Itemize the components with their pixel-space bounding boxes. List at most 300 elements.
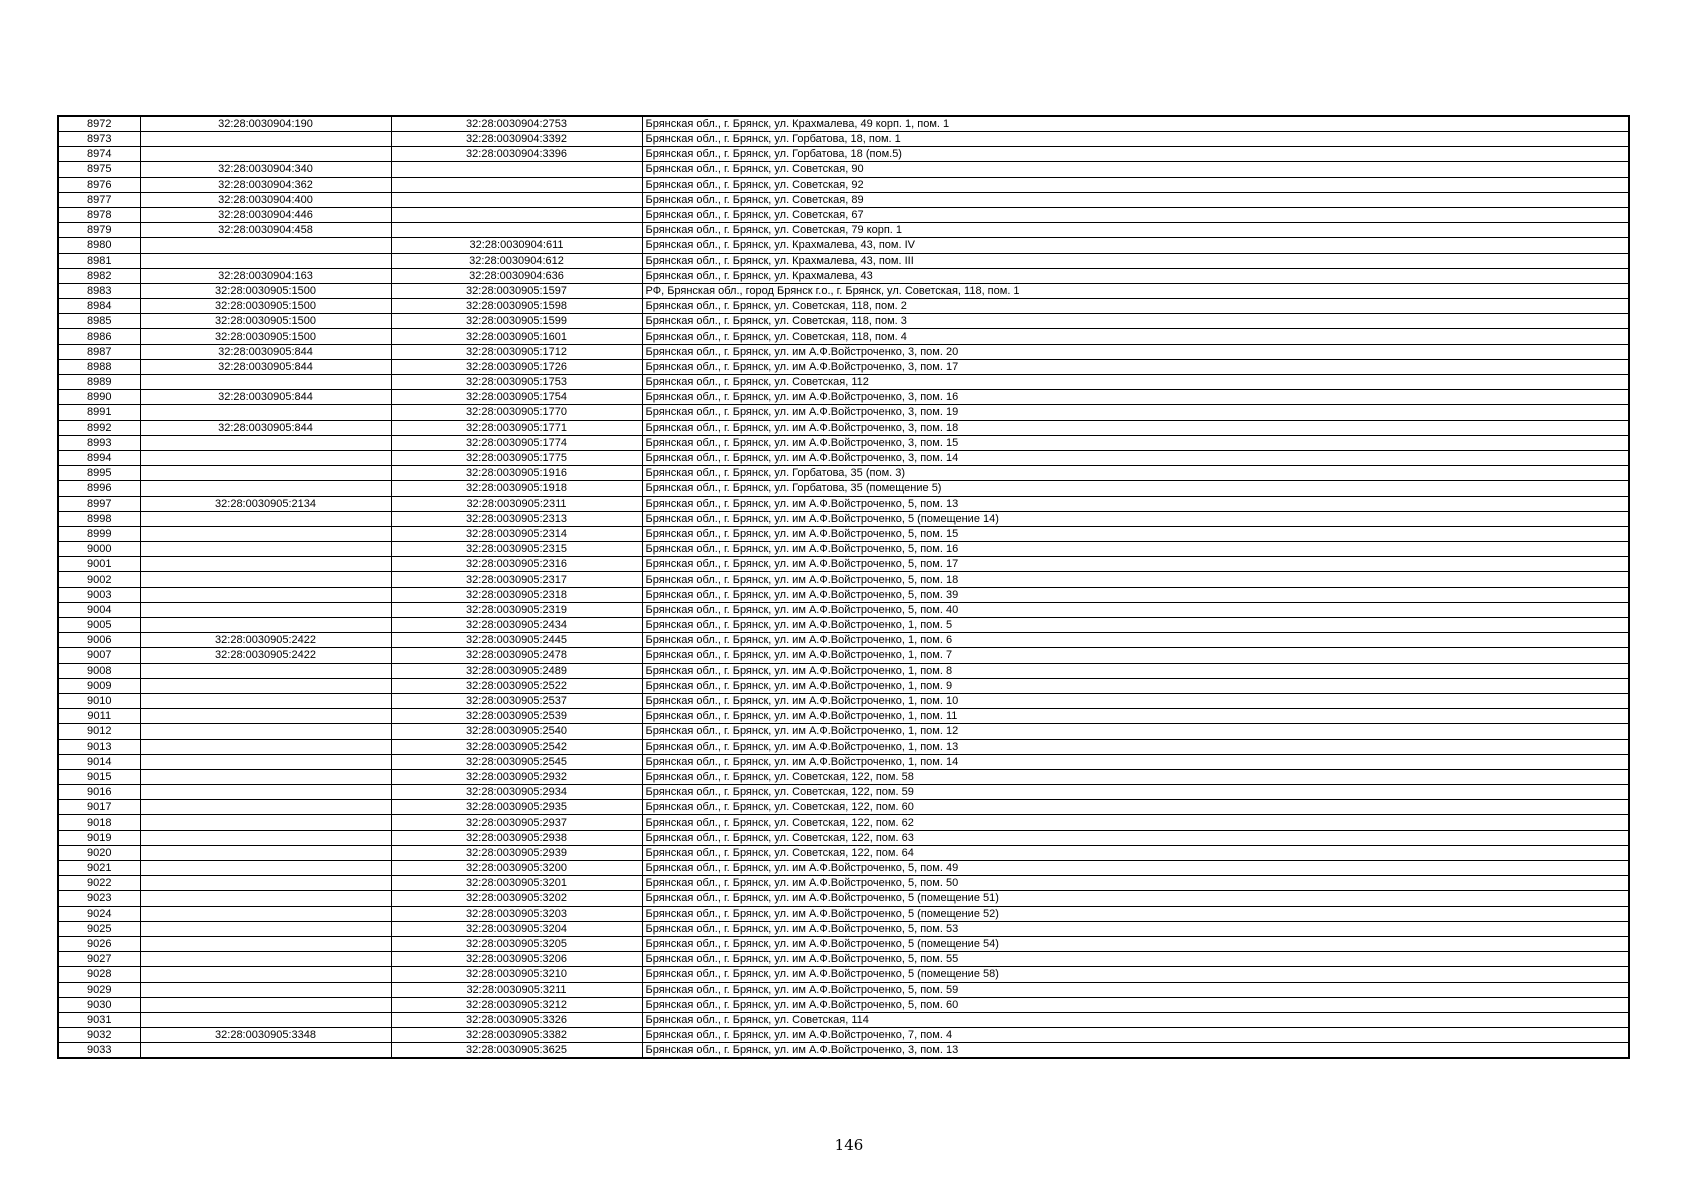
table-row	[58, 754, 1629, 769]
object-cadastral-number-cell: 32:28:0030905:3212	[391, 997, 642, 1012]
parcel-cadastral-number-cell	[140, 1012, 391, 1027]
address-cell: Брянская обл., г. Брянск, ул. Крахмалева, 49 корп. 1, пом. 1	[642, 116, 1629, 132]
parcel-cadastral-number-cell: 32:28:0030904:400	[140, 192, 391, 207]
parcel-cadastral-number-cell: 32:28:0030905:844	[140, 420, 391, 435]
address-cell: Брянская обл., г. Брянск, ул. им А.Ф.Войстроченко, 5, пом. 53	[642, 921, 1629, 936]
row-number-cell: 8992	[58, 420, 140, 435]
row-number-cell: 9028	[58, 967, 140, 982]
table-row	[58, 587, 1629, 602]
object-cadastral-number-cell: 32:28:0030905:2522	[391, 678, 642, 693]
table-row	[58, 283, 1629, 298]
table-row	[58, 359, 1629, 374]
table-row	[58, 663, 1629, 678]
row-number-cell: 9001	[58, 557, 140, 572]
address-cell: Брянская обл., г. Брянск, ул. им А.Ф.Войстроченко, 5, пом. 39	[642, 587, 1629, 602]
parcel-cadastral-number-cell	[140, 845, 391, 860]
row-number-cell: 8994	[58, 450, 140, 465]
table-row	[58, 724, 1629, 739]
row-number-cell: 9033	[58, 1043, 140, 1059]
parcel-cadastral-number-cell	[140, 253, 391, 268]
table-row	[58, 481, 1629, 496]
parcel-cadastral-number-cell: 32:28:0030905:844	[140, 359, 391, 374]
parcel-cadastral-number-cell: 32:28:0030905:844	[140, 390, 391, 405]
parcel-cadastral-number-cell	[140, 557, 391, 572]
address-cell: Брянская обл., г. Брянск, ул. Советская, 118, пом. 3	[642, 314, 1629, 329]
parcel-cadastral-number-cell: 32:28:0030905:3348	[140, 1028, 391, 1043]
table-row	[58, 542, 1629, 557]
address-cell: Брянская обл., г. Брянск, ул. им А.Ф.Войстроченко, 5 (помещение 52)	[642, 906, 1629, 921]
object-cadastral-number-cell: 32:28:0030905:1601	[391, 329, 642, 344]
parcel-cadastral-number-cell	[140, 542, 391, 557]
row-number-cell: 8978	[58, 207, 140, 222]
table-row	[58, 921, 1629, 936]
object-cadastral-number-cell: 32:28:0030905:2935	[391, 800, 642, 815]
row-number-cell: 9000	[58, 542, 140, 557]
row-number-cell: 9026	[58, 936, 140, 951]
parcel-cadastral-number-cell: 32:28:0030905:1500	[140, 314, 391, 329]
table-row	[58, 162, 1629, 177]
address-cell: Брянская обл., г. Брянск, ул. Крахмалева, 43, пом. III	[642, 253, 1629, 268]
table-row	[58, 557, 1629, 572]
table-row	[58, 572, 1629, 587]
object-cadastral-number-cell: 32:28:0030905:1774	[391, 435, 642, 450]
object-cadastral-number-cell: 32:28:0030905:3382	[391, 1028, 642, 1043]
table-row	[58, 390, 1629, 405]
address-cell: Брянская обл., г. Брянск, ул. им А.Ф.Войстроченко, 5 (помещение 58)	[642, 967, 1629, 982]
row-number-cell: 9032	[58, 1028, 140, 1043]
table-row	[58, 526, 1629, 541]
row-number-cell: 9011	[58, 709, 140, 724]
parcel-cadastral-number-cell	[140, 815, 391, 830]
parcel-cadastral-number-cell	[140, 405, 391, 420]
table-row	[58, 618, 1629, 633]
property-table	[57, 115, 1630, 1059]
address-cell: Брянская обл., г. Брянск, ул. им А.Ф.Войстроченко, 1, пом. 10	[642, 693, 1629, 708]
address-cell: Брянская обл., г. Брянск, ул. им А.Ф.Войстроченко, 5, пом. 17	[642, 557, 1629, 572]
row-number-cell: 9005	[58, 618, 140, 633]
row-number-cell: 8984	[58, 299, 140, 314]
parcel-cadastral-number-cell	[140, 906, 391, 921]
object-cadastral-number-cell: 32:28:0030905:2315	[391, 542, 642, 557]
address-cell: Брянская обл., г. Брянск, ул. им А.Ф.Войстроченко, 5 (помещение 14)	[642, 511, 1629, 526]
table-row	[58, 967, 1629, 982]
table-row	[58, 420, 1629, 435]
row-number-cell: 9014	[58, 754, 140, 769]
object-cadastral-number-cell: 32:28:0030905:3205	[391, 936, 642, 951]
address-cell: РФ, Брянская обл., город Брянск г.о., г. Брянск, ул. Советская, 118, пом. 1	[642, 283, 1629, 298]
parcel-cadastral-number-cell	[140, 921, 391, 936]
object-cadastral-number-cell: 32:28:0030905:2542	[391, 739, 642, 754]
table-row	[58, 207, 1629, 222]
address-cell: Брянская обл., г. Брянск, ул. им А.Ф.Войстроченко, 5, пом. 15	[642, 526, 1629, 541]
row-number-cell: 8985	[58, 314, 140, 329]
table-row	[58, 450, 1629, 465]
table-row	[58, 815, 1629, 830]
row-number-cell: 8997	[58, 496, 140, 511]
row-number-cell: 8980	[58, 238, 140, 253]
parcel-cadastral-number-cell	[140, 785, 391, 800]
address-cell: Брянская обл., г. Брянск, ул. Советская, 122, пом. 59	[642, 785, 1629, 800]
object-cadastral-number-cell: 32:28:0030905:1916	[391, 466, 642, 481]
row-number-cell: 9009	[58, 678, 140, 693]
object-cadastral-number-cell: 32:28:0030905:2445	[391, 633, 642, 648]
row-number-cell: 8981	[58, 253, 140, 268]
address-cell: Брянская обл., г. Брянск, ул. Горбатова, 35 (пом. 3)	[642, 466, 1629, 481]
table-row	[58, 785, 1629, 800]
table-row	[58, 648, 1629, 663]
table-row	[58, 253, 1629, 268]
table-row	[58, 177, 1629, 192]
row-number-cell: 9016	[58, 785, 140, 800]
table-row	[58, 344, 1629, 359]
object-cadastral-number-cell: 32:28:0030905:2489	[391, 663, 642, 678]
object-cadastral-number-cell: 32:28:0030905:2311	[391, 496, 642, 511]
parcel-cadastral-number-cell: 32:28:0030904:458	[140, 223, 391, 238]
address-cell: Брянская обл., г. Брянск, ул. им А.Ф.Войстроченко, 7, пом. 4	[642, 1028, 1629, 1043]
parcel-cadastral-number-cell: 32:28:0030905:2134	[140, 496, 391, 511]
table-row	[58, 709, 1629, 724]
address-cell: Брянская обл., г. Брянск, ул. Крахмалева, 43, пом. IV	[642, 238, 1629, 253]
object-cadastral-number-cell: 32:28:0030905:3326	[391, 1012, 642, 1027]
row-number-cell: 9007	[58, 648, 140, 663]
row-number-cell: 8972	[58, 116, 140, 132]
table-row	[58, 769, 1629, 784]
address-cell: Брянская обл., г. Брянск, ул. Советская, 118, пом. 2	[642, 299, 1629, 314]
table-row	[58, 496, 1629, 511]
row-number-cell: 9006	[58, 633, 140, 648]
object-cadastral-number-cell: 32:28:0030905:3204	[391, 921, 642, 936]
object-cadastral-number-cell: 32:28:0030905:1775	[391, 450, 642, 465]
address-cell: Брянская обл., г. Брянск, ул. Советская, 92	[642, 177, 1629, 192]
row-number-cell: 9008	[58, 663, 140, 678]
row-number-cell: 9019	[58, 830, 140, 845]
object-cadastral-number-cell: 32:28:0030905:2539	[391, 709, 642, 724]
address-cell: Брянская обл., г. Брянск, ул. им А.Ф.Войстроченко, 3, пом. 17	[642, 359, 1629, 374]
object-cadastral-number-cell: 32:28:0030905:2939	[391, 845, 642, 860]
parcel-cadastral-number-cell	[140, 876, 391, 891]
object-cadastral-number-cell: 32:28:0030905:3625	[391, 1043, 642, 1059]
address-cell: Брянская обл., г. Брянск, ул. Крахмалева, 43	[642, 268, 1629, 283]
parcel-cadastral-number-cell: 32:28:0030904:362	[140, 177, 391, 192]
parcel-cadastral-number-cell	[140, 724, 391, 739]
object-cadastral-number-cell: 32:28:0030905:3211	[391, 982, 642, 997]
parcel-cadastral-number-cell	[140, 466, 391, 481]
parcel-cadastral-number-cell	[140, 587, 391, 602]
object-cadastral-number-cell: 32:28:0030905:2934	[391, 785, 642, 800]
object-cadastral-number-cell: 32:28:0030905:1597	[391, 283, 642, 298]
table-row	[58, 466, 1629, 481]
address-cell: Брянская обл., г. Брянск, ул. Советская, 122, пом. 60	[642, 800, 1629, 815]
row-number-cell: 9015	[58, 769, 140, 784]
address-cell: Брянская обл., г. Брянск, ул. им А.Ф.Войстроченко, 5, пом. 40	[642, 602, 1629, 617]
row-number-cell: 8995	[58, 466, 140, 481]
parcel-cadastral-number-cell	[140, 982, 391, 997]
address-cell: Брянская обл., г. Брянск, ул. им А.Ф.Войстроченко, 3, пом. 13	[642, 1043, 1629, 1059]
address-cell: Брянская обл., г. Брянск, ул. им А.Ф.Войстроченко, 5, пом. 13	[642, 496, 1629, 511]
address-cell: Брянская обл., г. Брянск, ул. им А.Ф.Войстроченко, 1, пом. 7	[642, 648, 1629, 663]
row-number-cell: 8983	[58, 283, 140, 298]
object-cadastral-number-cell: 32:28:0030905:2478	[391, 648, 642, 663]
parcel-cadastral-number-cell: 32:28:0030905:2422	[140, 633, 391, 648]
address-cell: Брянская обл., г. Брянск, ул. Советская, 118, пом. 4	[642, 329, 1629, 344]
row-number-cell: 9029	[58, 982, 140, 997]
row-number-cell: 8999	[58, 526, 140, 541]
address-cell: Брянская обл., г. Брянск, ул. им А.Ф.Войстроченко, 1, пом. 12	[642, 724, 1629, 739]
row-number-cell: 9017	[58, 800, 140, 815]
parcel-cadastral-number-cell	[140, 967, 391, 982]
object-cadastral-number-cell: 32:28:0030905:2540	[391, 724, 642, 739]
object-cadastral-number-cell: 32:28:0030905:2319	[391, 602, 642, 617]
row-number-cell: 9031	[58, 1012, 140, 1027]
address-cell: Брянская обл., г. Брянск, ул. им А.Ф.Войстроченко, 3, пом. 15	[642, 435, 1629, 450]
table-row	[58, 678, 1629, 693]
row-number-cell: 8973	[58, 132, 140, 147]
parcel-cadastral-number-cell	[140, 739, 391, 754]
table-row	[58, 192, 1629, 207]
object-cadastral-number-cell: 32:28:0030905:2937	[391, 815, 642, 830]
address-cell: Брянская обл., г. Брянск, ул. им А.Ф.Войстроченко, 1, пом. 6	[642, 633, 1629, 648]
address-cell: Брянская обл., г. Брянск, ул. им А.Ф.Войстроченко, 5, пом. 60	[642, 997, 1629, 1012]
address-cell: Брянская обл., г. Брянск, ул. им А.Ф.Войстроченко, 5, пом. 50	[642, 876, 1629, 891]
row-number-cell: 8987	[58, 344, 140, 359]
address-cell: Брянская обл., г. Брянск, ул. им А.Ф.Войстроченко, 3, пом. 14	[642, 450, 1629, 465]
object-cadastral-number-cell: 32:28:0030905:3206	[391, 952, 642, 967]
object-cadastral-number-cell: 32:28:0030905:2317	[391, 572, 642, 587]
object-cadastral-number-cell: 32:28:0030905:3203	[391, 906, 642, 921]
address-cell: Брянская обл., г. Брянск, ул. Советская, 122, пом. 63	[642, 830, 1629, 845]
object-cadastral-number-cell: 32:28:0030905:1599	[391, 314, 642, 329]
parcel-cadastral-number-cell	[140, 238, 391, 253]
table-row	[58, 845, 1629, 860]
object-cadastral-number-cell: 32:28:0030905:2434	[391, 618, 642, 633]
row-number-cell: 9030	[58, 997, 140, 1012]
parcel-cadastral-number-cell	[140, 800, 391, 815]
parcel-cadastral-number-cell: 32:28:0030904:446	[140, 207, 391, 222]
object-cadastral-number-cell: 32:28:0030904:2753	[391, 116, 642, 132]
address-cell: Брянская обл., г. Брянск, ул. им А.Ф.Войстроченко, 5 (помещение 54)	[642, 936, 1629, 951]
parcel-cadastral-number-cell	[140, 663, 391, 678]
address-cell: Брянская обл., г. Брянск, ул. им А.Ф.Войстроченко, 1, пом. 5	[642, 618, 1629, 633]
row-number-cell: 8996	[58, 481, 140, 496]
object-cadastral-number-cell: 32:28:0030905:2537	[391, 693, 642, 708]
property-table-body	[58, 116, 1629, 1058]
object-cadastral-number-cell: 32:28:0030905:2545	[391, 754, 642, 769]
row-number-cell: 9021	[58, 861, 140, 876]
row-number-cell: 8993	[58, 435, 140, 450]
object-cadastral-number-cell	[391, 177, 642, 192]
object-cadastral-number-cell: 32:28:0030905:3210	[391, 967, 642, 982]
address-cell: Брянская обл., г. Брянск, ул. им А.Ф.Войстроченко, 3, пом. 20	[642, 344, 1629, 359]
address-cell: Брянская обл., г. Брянск, ул. им А.Ф.Войстроченко, 5, пом. 49	[642, 861, 1629, 876]
page-number: 146	[834, 1136, 864, 1154]
table-row	[58, 375, 1629, 390]
object-cadastral-number-cell: 32:28:0030905:3200	[391, 861, 642, 876]
row-number-cell: 9013	[58, 739, 140, 754]
parcel-cadastral-number-cell	[140, 861, 391, 876]
parcel-cadastral-number-cell: 32:28:0030905:844	[140, 344, 391, 359]
table-row	[58, 268, 1629, 283]
address-cell: Брянская обл., г. Брянск, ул. Советская, 122, пом. 64	[642, 845, 1629, 860]
table-row	[58, 511, 1629, 526]
table-row	[58, 739, 1629, 754]
row-number-cell: 9027	[58, 952, 140, 967]
address-cell: Брянская обл., г. Брянск, ул. Советская, 89	[642, 192, 1629, 207]
address-cell: Брянская обл., г. Брянск, ул. Советская, 90	[642, 162, 1629, 177]
object-cadastral-number-cell: 32:28:0030904:3392	[391, 132, 642, 147]
parcel-cadastral-number-cell: 32:28:0030905:1500	[140, 299, 391, 314]
address-cell: Брянская обл., г. Брянск, ул. им А.Ф.Войстроченко, 3, пом. 18	[642, 420, 1629, 435]
table-row	[58, 1028, 1629, 1043]
table-row	[58, 906, 1629, 921]
row-number-cell: 9025	[58, 921, 140, 936]
parcel-cadastral-number-cell	[140, 936, 391, 951]
row-number-cell: 8975	[58, 162, 140, 177]
address-cell: Брянская обл., г. Брянск, ул. Горбатова, 18 (пом.5)	[642, 147, 1629, 162]
address-cell: Брянская обл., г. Брянск, ул. Советская, 79 корп. 1	[642, 223, 1629, 238]
parcel-cadastral-number-cell	[140, 481, 391, 496]
object-cadastral-number-cell: 32:28:0030905:2314	[391, 526, 642, 541]
row-number-cell: 9002	[58, 572, 140, 587]
row-number-cell: 9012	[58, 724, 140, 739]
parcel-cadastral-number-cell: 32:28:0030904:163	[140, 268, 391, 283]
object-cadastral-number-cell	[391, 192, 642, 207]
address-cell: Брянская обл., г. Брянск, ул. им А.Ф.Войстроченко, 1, пом. 8	[642, 663, 1629, 678]
table-row	[58, 147, 1629, 162]
object-cadastral-number-cell: 32:28:0030905:3201	[391, 876, 642, 891]
parcel-cadastral-number-cell	[140, 132, 391, 147]
row-number-cell: 8976	[58, 177, 140, 192]
row-number-cell: 9010	[58, 693, 140, 708]
parcel-cadastral-number-cell	[140, 952, 391, 967]
address-cell: Брянская обл., г. Брянск, ул. им А.Ф.Войстроченко, 5 (помещение 51)	[642, 891, 1629, 906]
row-number-cell: 9023	[58, 891, 140, 906]
object-cadastral-number-cell: 32:28:0030905:1918	[391, 481, 642, 496]
object-cadastral-number-cell	[391, 223, 642, 238]
object-cadastral-number-cell: 32:28:0030905:2932	[391, 769, 642, 784]
address-cell: Брянская обл., г. Брянск, ул. им А.Ф.Войстроченко, 1, пом. 9	[642, 678, 1629, 693]
address-cell: Брянская обл., г. Брянск, ул. им А.Ф.Войстроченко, 1, пом. 11	[642, 709, 1629, 724]
table-row	[58, 405, 1629, 420]
address-cell: Брянская обл., г. Брянск, ул. им А.Ф.Войстроченко, 3, пом. 19	[642, 405, 1629, 420]
object-cadastral-number-cell: 32:28:0030904:611	[391, 238, 642, 253]
address-cell: Брянская обл., г. Брянск, ул. им А.Ф.Войстроченко, 3, пом. 16	[642, 390, 1629, 405]
parcel-cadastral-number-cell	[140, 618, 391, 633]
parcel-cadastral-number-cell	[140, 450, 391, 465]
row-number-cell: 9003	[58, 587, 140, 602]
object-cadastral-number-cell: 32:28:0030904:3396	[391, 147, 642, 162]
parcel-cadastral-number-cell	[140, 511, 391, 526]
table-row	[58, 1012, 1629, 1027]
parcel-cadastral-number-cell	[140, 526, 391, 541]
object-cadastral-number-cell: 32:28:0030905:3202	[391, 891, 642, 906]
address-cell: Брянская обл., г. Брянск, ул. им А.Ф.Войстроченко, 1, пом. 13	[642, 739, 1629, 754]
address-cell: Брянская обл., г. Брянск, ул. Горбатова, 18, пом. 1	[642, 132, 1629, 147]
object-cadastral-number-cell: 32:28:0030904:612	[391, 253, 642, 268]
address-cell: Брянская обл., г. Брянск, ул. им А.Ф.Войстроченко, 5, пом. 59	[642, 982, 1629, 997]
row-number-cell: 9018	[58, 815, 140, 830]
parcel-cadastral-number-cell	[140, 678, 391, 693]
parcel-cadastral-number-cell	[140, 693, 391, 708]
table-row	[58, 116, 1629, 132]
table-row	[58, 602, 1629, 617]
parcel-cadastral-number-cell	[140, 997, 391, 1012]
parcel-cadastral-number-cell	[140, 572, 391, 587]
table-row	[58, 800, 1629, 815]
table-row	[58, 314, 1629, 329]
table-row	[58, 830, 1629, 845]
parcel-cadastral-number-cell	[140, 147, 391, 162]
object-cadastral-number-cell: 32:28:0030904:636	[391, 268, 642, 283]
parcel-cadastral-number-cell	[140, 830, 391, 845]
table-row	[58, 952, 1629, 967]
table-row	[58, 299, 1629, 314]
table-row	[58, 223, 1629, 238]
row-number-cell: 8979	[58, 223, 140, 238]
object-cadastral-number-cell: 32:28:0030905:2313	[391, 511, 642, 526]
row-number-cell: 8988	[58, 359, 140, 374]
object-cadastral-number-cell: 32:28:0030905:1726	[391, 359, 642, 374]
parcel-cadastral-number-cell	[140, 602, 391, 617]
parcel-cadastral-number-cell: 32:28:0030905:1500	[140, 283, 391, 298]
table-row	[58, 891, 1629, 906]
table-row	[58, 997, 1629, 1012]
row-number-cell: 9024	[58, 906, 140, 921]
parcel-cadastral-number-cell: 32:28:0030904:340	[140, 162, 391, 177]
row-number-cell: 8990	[58, 390, 140, 405]
address-cell: Брянская обл., г. Брянск, ул. им А.Ф.Войстроченко, 5, пом. 16	[642, 542, 1629, 557]
parcel-cadastral-number-cell: 32:28:0030904:190	[140, 116, 391, 132]
table-row	[58, 132, 1629, 147]
row-number-cell: 8991	[58, 405, 140, 420]
address-cell: Брянская обл., г. Брянск, ул. Советская, 122, пом. 62	[642, 815, 1629, 830]
table-row	[58, 982, 1629, 997]
parcel-cadastral-number-cell	[140, 769, 391, 784]
parcel-cadastral-number-cell: 32:28:0030905:2422	[140, 648, 391, 663]
address-cell: Брянская обл., г. Брянск, ул. Советская, 67	[642, 207, 1629, 222]
table-row	[58, 876, 1629, 891]
row-number-cell: 8989	[58, 375, 140, 390]
address-cell: Брянская обл., г. Брянск, ул. Горбатова, 35 (помещение 5)	[642, 481, 1629, 496]
row-number-cell: 9004	[58, 602, 140, 617]
object-cadastral-number-cell: 32:28:0030905:2318	[391, 587, 642, 602]
parcel-cadastral-number-cell	[140, 891, 391, 906]
table-row	[58, 936, 1629, 951]
address-cell: Брянская обл., г. Брянск, ул. им А.Ф.Войстроченко, 1, пом. 14	[642, 754, 1629, 769]
object-cadastral-number-cell	[391, 207, 642, 222]
parcel-cadastral-number-cell	[140, 1043, 391, 1059]
address-cell: Брянская обл., г. Брянск, ул. Советская, 114	[642, 1012, 1629, 1027]
address-cell: Брянская обл., г. Брянск, ул. им А.Ф.Войстроченко, 5, пом. 55	[642, 952, 1629, 967]
object-cadastral-number-cell: 32:28:0030905:2316	[391, 557, 642, 572]
address-cell: Брянская обл., г. Брянск, ул. Советская, 122, пом. 58	[642, 769, 1629, 784]
row-number-cell: 8977	[58, 192, 140, 207]
table-row	[58, 693, 1629, 708]
parcel-cadastral-number-cell: 32:28:0030905:1500	[140, 329, 391, 344]
object-cadastral-number-cell	[391, 162, 642, 177]
address-cell: Брянская обл., г. Брянск, ул. Советская, 112	[642, 375, 1629, 390]
address-cell: Брянская обл., г. Брянск, ул. им А.Ф.Войстроченко, 5, пом. 18	[642, 572, 1629, 587]
object-cadastral-number-cell: 32:28:0030905:1712	[391, 344, 642, 359]
row-number-cell: 8974	[58, 147, 140, 162]
table-row	[58, 861, 1629, 876]
parcel-cadastral-number-cell	[140, 375, 391, 390]
row-number-cell: 9022	[58, 876, 140, 891]
object-cadastral-number-cell: 32:28:0030905:1754	[391, 390, 642, 405]
object-cadastral-number-cell: 32:28:0030905:1771	[391, 420, 642, 435]
table-row	[58, 329, 1629, 344]
object-cadastral-number-cell: 32:28:0030905:1770	[391, 405, 642, 420]
parcel-cadastral-number-cell	[140, 709, 391, 724]
